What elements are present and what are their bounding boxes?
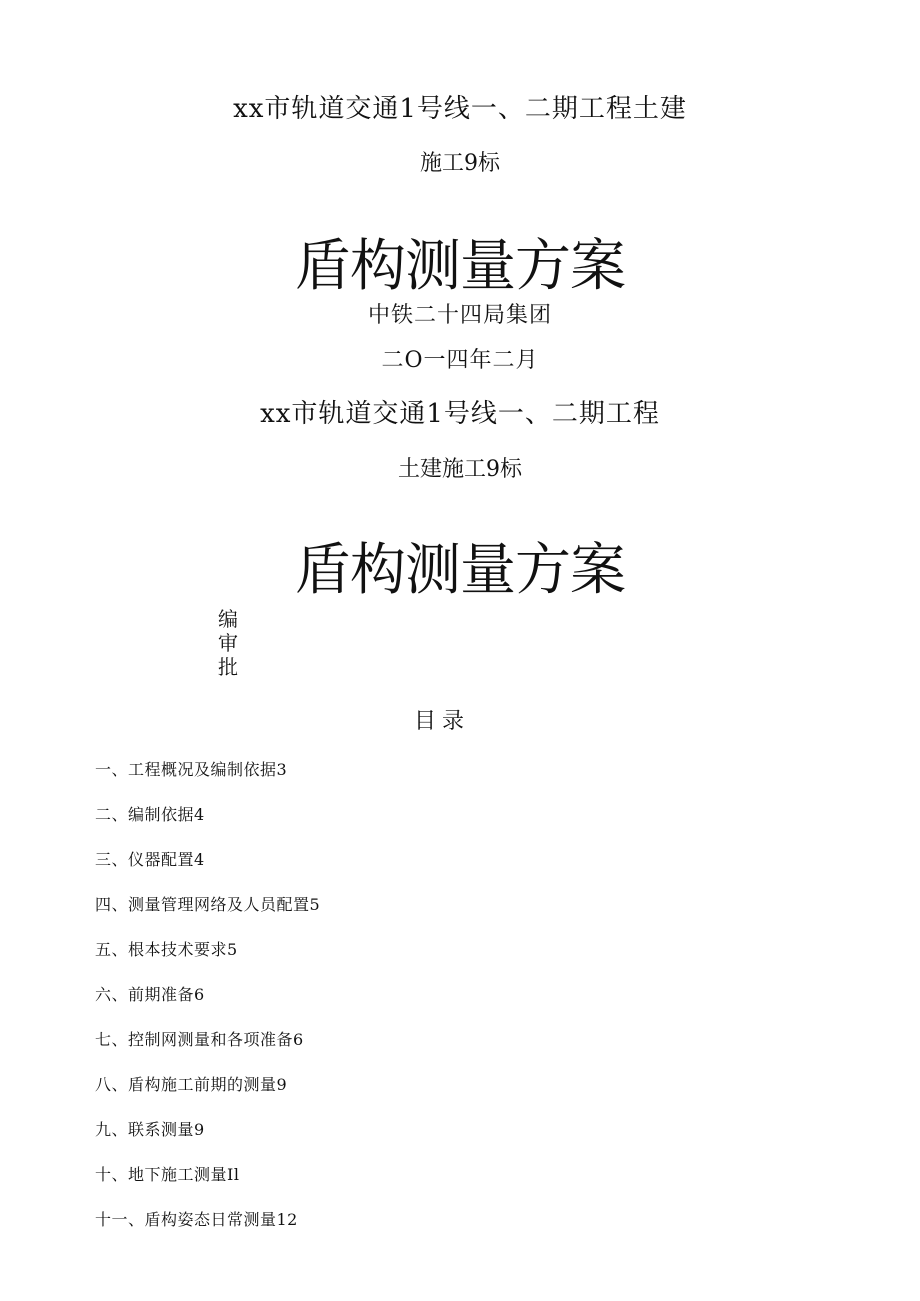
toc-item[interactable]: 一、工程概况及编制依据3 xyxy=(95,760,288,779)
cover2-title-line2: 土建施工9标 xyxy=(398,457,522,482)
cover1-main-title: 盾构测量方案 xyxy=(295,234,625,299)
toc-item[interactable]: 九、联系测量9 xyxy=(95,1120,205,1139)
toc-item[interactable]: 十、地下施工测量Il xyxy=(95,1165,240,1184)
toc-item[interactable]: 八、盾构施工前期的测量9 xyxy=(95,1075,288,1094)
toc-item[interactable]: 三、仪器配置4 xyxy=(95,850,205,869)
document-date: 二O一四年二月 xyxy=(381,348,539,373)
toc-item[interactable]: 十一、盾构姿态日常测量12 xyxy=(95,1210,298,1229)
cover1-title-line2: 施工9标 xyxy=(420,151,500,176)
toc-item[interactable]: 二、编制依据4 xyxy=(95,805,205,824)
signature-block xyxy=(218,607,235,679)
cover2-main-title: 盾构测量方案 xyxy=(295,538,625,603)
signature-approve: 批 xyxy=(218,655,235,679)
toc-item[interactable]: 五、根本技术要求5 xyxy=(95,940,238,959)
signature-compile: 编 xyxy=(218,607,235,631)
cover1-title-line1: xx市轨道交通1号线一、二期工程土建 xyxy=(233,94,687,124)
toc-heading: 目录 xyxy=(413,709,470,734)
toc-item[interactable]: 六、前期准备6 xyxy=(95,985,205,1004)
organization-name: 中铁二十四局集团 xyxy=(367,303,552,328)
cover2-title-line1: xx市轨道交通1号线一、二期工程 xyxy=(260,399,660,429)
signature-review: 审 xyxy=(218,631,235,655)
toc-item[interactable]: 四、测量管理网络及人员配置5 xyxy=(95,895,321,914)
toc-item[interactable]: 七、控制网测量和各项准备6 xyxy=(95,1030,304,1049)
